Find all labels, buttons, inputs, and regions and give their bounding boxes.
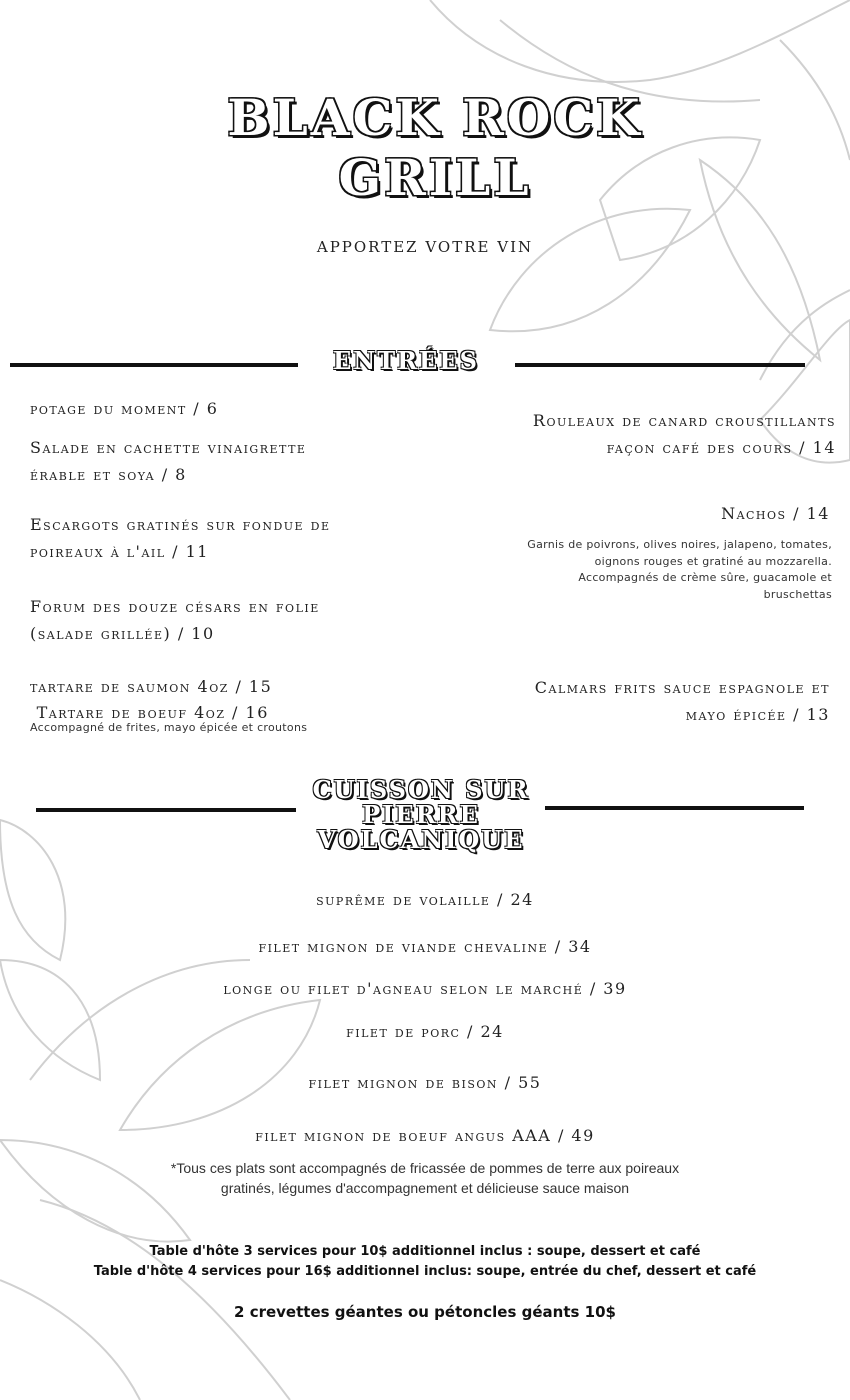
note-line: *Tous ces plats sont accompagnés de fricassée de pommes de terre aux poireaux	[170, 1160, 680, 1176]
menu-item: filet mignon de viande chevaline / 34	[258, 937, 592, 956]
menu-item-line: Salade en cachette vinaigrette	[30, 438, 307, 457]
menu-item-line: mayo épicée / 13	[685, 705, 830, 724]
menu-item	[30, 511, 331, 565]
menu-item: suprême de volaille / 24	[316, 890, 534, 909]
note-line: gratinés, légumes d'accompagnement et délicieuse sauce maison	[220, 1180, 630, 1196]
divider	[545, 806, 804, 810]
description-line: oignons rouges et gratiné au mozzarella.	[594, 554, 832, 568]
menu-item-line: Forum des douze césars en folie	[30, 597, 320, 616]
menu-item-line: tartare de saumon 4oz / 15	[30, 677, 273, 696]
menu-item-line: Calmars frits sauce espagnole et	[534, 678, 830, 697]
divider	[515, 363, 805, 367]
menu-item: filet mignon de boeuf angus AAA / 49	[255, 1126, 595, 1145]
menu-item: longe ou filet d'agneau selon le marché / 39	[223, 979, 627, 998]
table-hote-line: Table d'hôte 4 services pour 16$ additionnel inclus: soupe, entrée du chef, dessert et café	[93, 1264, 757, 1279]
heading-line: VOLCANIQUE	[317, 825, 525, 854]
table-hote-line: Table d'hôte 3 services pour 10$ additionnel inclus : soupe, dessert et café	[149, 1244, 701, 1259]
description-line: Garnis de poivrons, olives noires, jalapeno, tomates,	[527, 538, 832, 551]
section-heading-entrees: ENTRÉES	[333, 346, 479, 375]
divider	[10, 363, 298, 367]
menu-item: filet de porc / 24	[346, 1022, 504, 1041]
menu-item-description	[527, 537, 832, 603]
cuisson-note	[0, 1158, 850, 1198]
menu-item	[535, 674, 830, 728]
restaurant-title-line1: BLACK ROCK	[227, 88, 643, 147]
menu-item-description: Accompagné de frites, mayo épicée et croutons	[30, 721, 308, 734]
heading-line: PIERRE	[362, 800, 480, 829]
menu-item-line: érable et soya / 8	[30, 465, 187, 484]
restaurant-title-line2: GRILL	[338, 148, 532, 207]
description-line: Accompagnés de crème sûre, guacamole et	[578, 571, 832, 584]
menu-item	[30, 434, 306, 488]
menu-item: filet mignon de bison / 55	[308, 1073, 542, 1092]
subtitle: APPORTEZ VOTRE VIN	[316, 238, 534, 256]
menu-item-line: poireaux à l'ail / 11	[30, 542, 209, 561]
menu-item: Nachos / 14	[721, 504, 830, 523]
menu-item	[30, 593, 320, 647]
description-line: bruschettas	[763, 587, 832, 601]
menu-item	[533, 407, 836, 461]
heading-line: CUISSON SUR	[312, 775, 530, 804]
menu-item: potage du moment / 6	[30, 399, 219, 418]
menu-item-line: Tartare de boeuf 4oz / 16	[30, 703, 269, 722]
menu-item-line: (salade grillée) / 10	[30, 624, 215, 643]
divider	[36, 808, 296, 812]
extra-offer: 2 crevettes géantes ou pétoncles géants 10$	[234, 1303, 616, 1321]
section-heading-cuisson	[296, 777, 546, 852]
table-hote-info	[0, 1242, 850, 1282]
menu-item	[30, 674, 307, 737]
menu-item-line: Escargots gratinés sur fondue de	[30, 515, 331, 534]
menu-item-line: Rouleaux de canard croustillants	[532, 411, 836, 430]
menu-item-line: façon café des cours / 14	[606, 438, 836, 457]
